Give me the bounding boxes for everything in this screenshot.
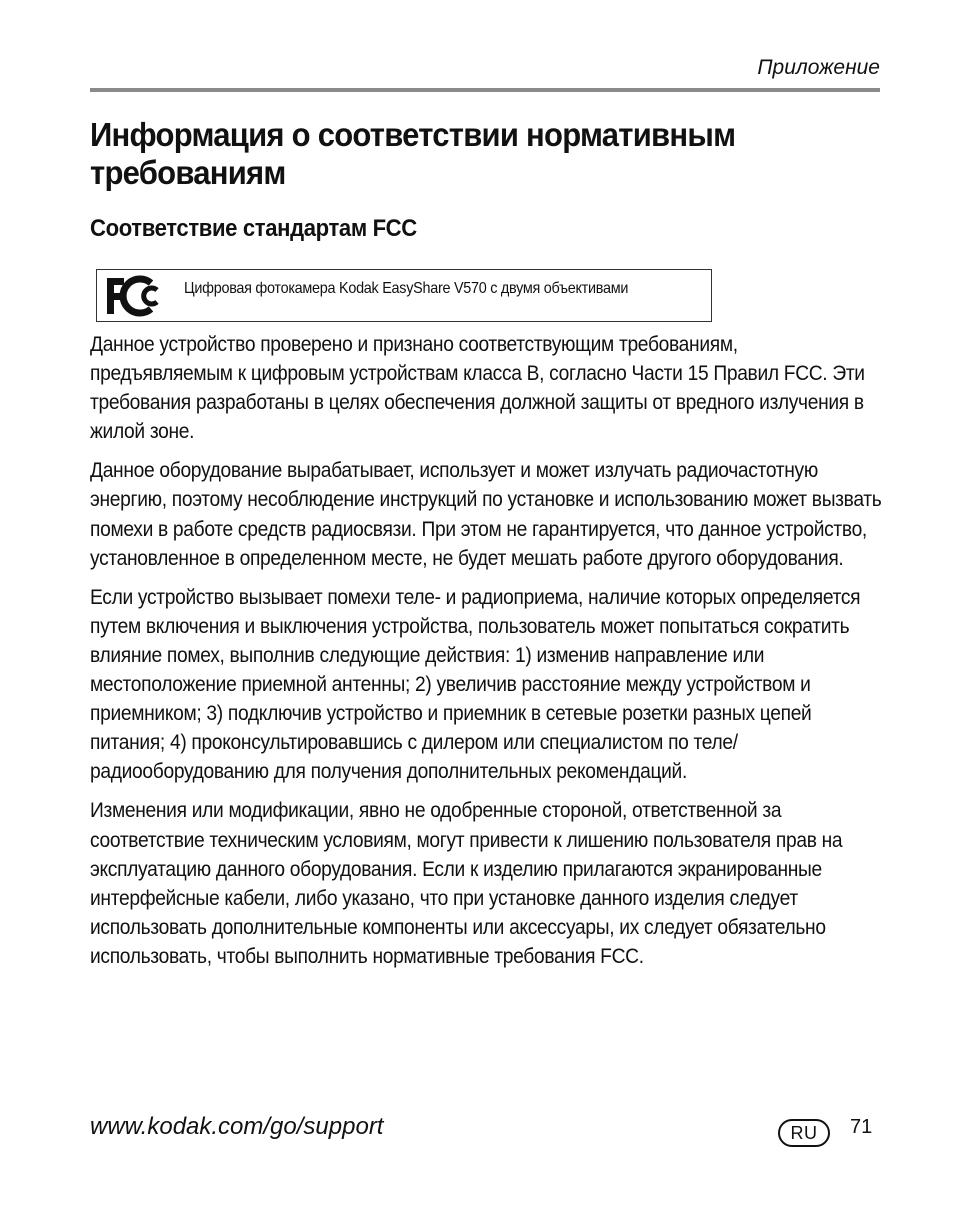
page-number: 71 — [850, 1116, 873, 1138]
footer-support-url: www.kodak.com/go/support — [90, 1113, 384, 1140]
paragraph-class-b-compliance: Данное устройство проверено и признано соответствующим требованиям, предъявляемым к цифровым устройствам класса B, согласно Части 15 Правил FCC. Эти требования разработаны в целях обеспечения должной защиты от вредного излучения в жилой зоне. — [90, 333, 865, 444]
fcc-notice-box — [96, 269, 712, 322]
fcc-device-caption: Цифровая фотокамера Kodak EasyShare V570 с двумя объективами — [184, 280, 629, 297]
fcc-logo-icon — [105, 275, 165, 317]
paragraph-modifications-warning: Изменения или модификации, явно не одобренные стороной, ответственной за соответствие техническим условиям, могут привести к лишению пользователя прав на эксплуатацию данного оборудования. Если к изделию прилагаются экранированные интерфейсные кабели, либо указано, что при установке данного изделия следует использовать дополнительные компоненты или аксессуары, их следует обязательно использовать, чтобы выполнить нормативные требования FCC. — [90, 799, 843, 968]
section-subheading: Соответствие стандартам FCC — [90, 215, 417, 242]
running-header-section: Приложение — [757, 56, 880, 79]
header-divider — [90, 88, 880, 92]
paragraph-radio-interference: Данное оборудование вырабатывает, использует и может излучать радиочастотную энергию, поэтому несоблюдение инструкций по установке и использованию может вызвать помехи в работе средств радиосвязи. При этом не гарантируется, что данное устройство, установленное в определенном месте, не будет мешать работе другого оборудования. — [90, 459, 882, 570]
page-title: Информация о соответствии нормативным требованиям — [90, 116, 736, 191]
paragraph-interference-remedies: Если устройство вызывает помехи теле- и радиоприема, наличие которых определяется путем включения и выключения устройства, пользователь может попытаться сократить влияние помех, выполнив следующие действия: 1) изменив направление или местоположение приемной антенны; 2) увеличив расстояние между устройством и приемником; 3) подключив устройство и приемник в сетевые розетки разных цепей питания; 4) проконсультировавшись с дилером или специалистом по теле/радиооборудованию для получения дополнительных рекомендаций. — [90, 585, 861, 784]
language-badge: RU — [778, 1119, 830, 1147]
body-text — [90, 330, 881, 981]
